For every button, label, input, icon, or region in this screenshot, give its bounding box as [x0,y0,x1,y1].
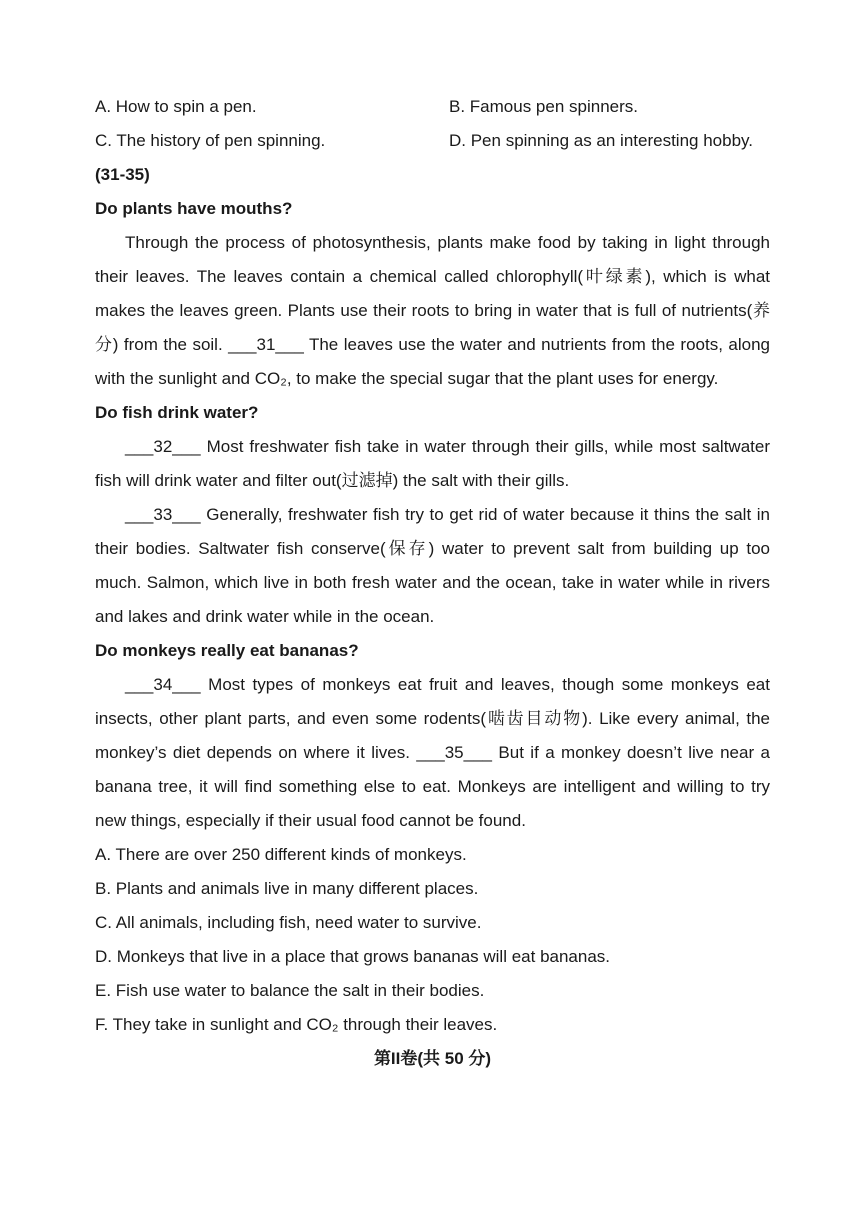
answer-option-e: E. Fish use water to balance the salt in their bodies. [95,981,485,1000]
answer-option-d: D. Monkeys that live in a place that grows bananas will eat bananas. [95,947,611,966]
heading-monkeys: Do monkeys really eat bananas? [95,641,359,660]
option-b: B. Famous pen spinners. [449,97,638,116]
paragraph-monkeys: ___34___ Most types of monkeys eat fruit and leaves, though some monkeys eat insects, other plant parts, and even some rodents(啮齿目动物). Like every animal, the monkey’s diet depends on where it lives. ___35___ But if a monkey doesn’t live near a banana tree, it will find something else to eat. Monkeys are intelligent and willing to try new things, especially if their usual food cannot be found. [95,675,770,830]
paragraph-fish-1: ___32___ Most freshwater fish take in water through their gills, while most saltwater fish will drink water and filter out(过滤掉) the salt with their gills. [95,437,770,490]
option-a: A. How to spin a pen. [95,97,257,116]
previous-question-options-row2 [95,124,770,158]
heading-plants: Do plants have mouths? [95,199,293,218]
option-d: D. Pen spinning as an interesting hobby. [449,131,753,150]
answer-option-a: A. There are over 250 different kinds of monkeys. [95,845,467,864]
section-title: 第II卷(共 50 分) [373,1049,492,1068]
heading-fish: Do fish drink water? [95,403,259,422]
section-label: (31-35) [95,165,150,184]
answer-option-b: B. Plants and animals live in many different places. [95,879,479,898]
document-page [95,90,770,1076]
previous-question-options [95,90,770,124]
answer-option-c: C. All animals, including fish, need water to survive. [95,913,482,932]
paragraph-plants: Through the process of photosynthesis, plants make food by taking in light through their leaves. The leaves contain a chemical called chlorophyll(叶绿素), which is what makes the leaves green. Plants use their roots to bring in water that is full of nutrients(养分) from the soil. ___31___ The leaves use the water and nutrients from the roots, along with the sunlight and CO₂, to make the special sugar that the plant uses for energy. [95,233,770,388]
option-c: C. The history of pen spinning. [95,131,326,150]
paragraph-fish-2: ___33___ Generally, freshwater fish try to get rid of water because it thins the salt in their bodies. Saltwater fish conserve(保存) water to prevent salt from building up too much. Salmon, which live in both fresh water and the ocean, take in water while in rivers and lakes and drink water while in the ocean. [95,505,770,626]
answer-option-f: F. They take in sunlight and CO₂ through their leaves. [95,1015,498,1034]
